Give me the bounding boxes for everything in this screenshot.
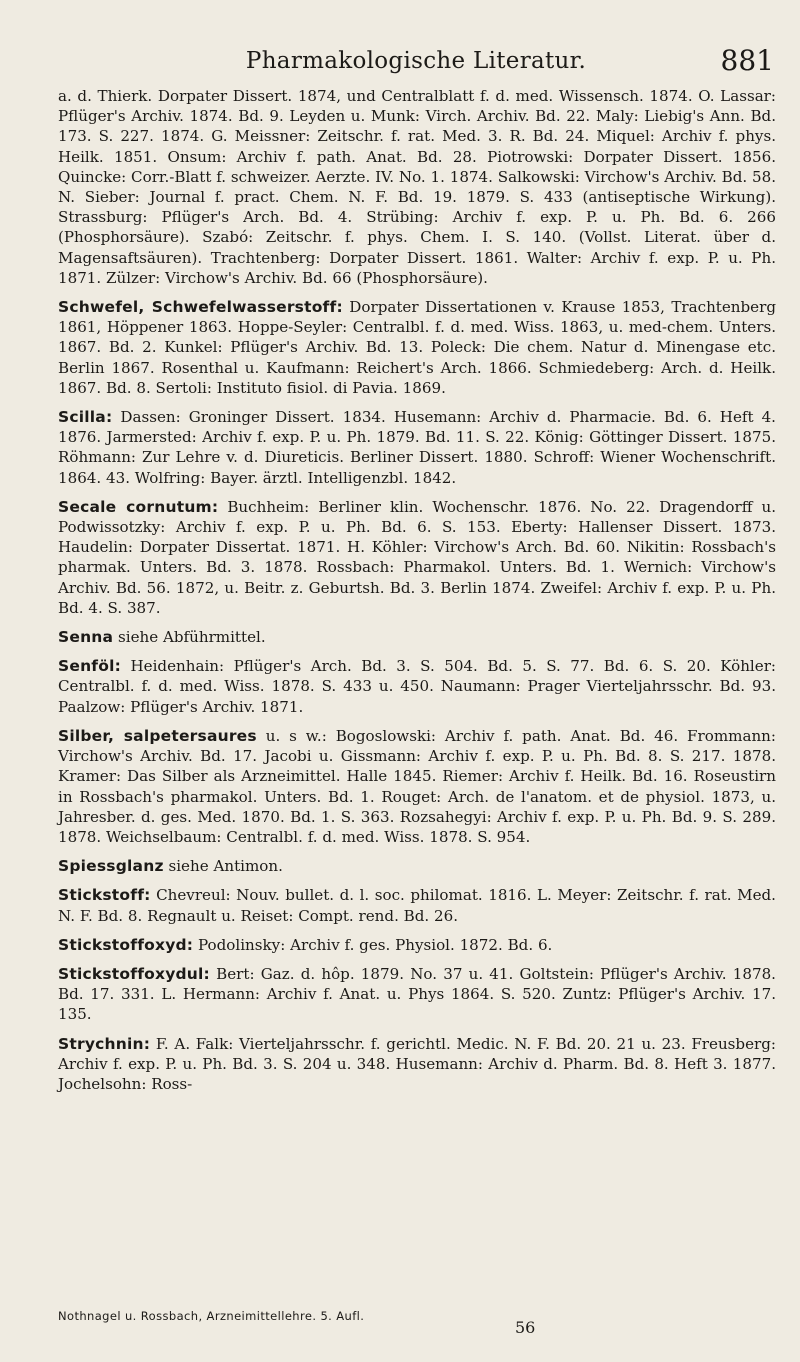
entry-scilla	[58, 407, 776, 488]
entry-text: siehe Antimon.	[168, 857, 283, 876]
entry-heading: Stickstoffoxyd:	[58, 935, 194, 954]
entry-heading: Senföl:	[58, 657, 122, 676]
entry-schwefel	[58, 297, 776, 398]
entry-text: a. d. Thierk. Dorpater Dissert. 1874, und Centralblatt f. d. med. Wissensch. 1874. O. Lassar: Pflüger's Archiv. 1874. Bd. 9. Leyden u. Munk: Virch. Archiv. Bd. 22. Maly: Liebig's Ann. Bd. 173. S. 227. 1874. G. Meissner: Zeitschr. f. rat. Med. 3. R. Bd. 24. Miquel: Archiv f. phys. Heilk. 1851. Onsum: Archiv f. path. Anat. Bd. 28. Piotrowski: Dorpater Dissert. 1856. Quincke: Corr.-Blatt f. schweizer. Aerzte. IV. No. 1. 1874. Salkowski: Virchow's Archiv. Bd. 58. N. Sieber: Journal f. pract. Chem. N. F. Bd. 19. 1879. S. 433 (antiseptische Wirkung). Strassburg: Pflüger's Arch. Bd. 4. Strübing: Archiv f. exp. P. u. Ph. Bd. 6. 266 (Phosphorsäure). Szabó: Zeitschr. f. phys. Chem. I. S. 140. (Vollst. Literat. über d. Magensaftsäuren). Trachtenberg: Dorpater Dissert. 1861. Walter: Archiv f. exp. P. u. Ph. 1871. Zülzer: Virchow's Archiv. Bd. 66 (Phosphorsäure).	[58, 87, 777, 287]
signature-mark: 56	[515, 1318, 536, 1337]
entry-heading: Strychnin:	[58, 1034, 151, 1053]
running-head	[58, 44, 774, 80]
entry-text: Dassen: Groninger Dissert. 1834. Husemann: Archiv d. Pharmacie. Bd. 6. Heft 4. 1876. Jarmersted: Archiv f. exp. P. u. Ph. 1879. Bd. 11. S. 22. König: Göttinger Dissert. 1875. Röhmann: Zur Lehre v. d. Diureticis. Berliner Dissert. 1880. Schroff: Wiener Wochenschrift. 1864. 43. Wolfring: Bayer. ärztl. Intelligenzbl. 1842.	[58, 408, 776, 487]
entry-strychnin	[58, 1034, 776, 1095]
entry-heading: Senna	[58, 628, 114, 647]
entry-text: Bert: Gaz. d. hôp. 1879. No. 37 u. 41. Goltstein: Pflüger's Archiv. 1878. Bd. 17. 331. L. Hermann: Archiv f. Anat. u. Phys 1864. S. 520. Zuntz: Pflüger's Archiv. 17. 135.	[58, 964, 776, 1024]
entry-heading: Scilla:	[58, 408, 113, 427]
entry-silber	[58, 726, 776, 847]
entry-senna	[58, 627, 776, 647]
entry-text: Buchheim: Berliner klin. Wochenschr. 1876. No. 22. Dragendorff u. Podwissotzky: Archiv f. exp. P. u. Ph. Bd. 6. S. 153. Eberty: Hallenser Dissert. 1873. Haudelin: Dorpater Dissertat. 1871. H. Köhler: Virchow's Arch. Bd. 60. Nikitin: Rossbach's pharmak. Unters. Bd. 3. 1878. Rossbach: Pharmakol. Unters. Bd. 1. Wernich: Virchow's Archiv. Bd. 56. 1872, u. Beitr. z. Geburtsh. Bd. 3. Berlin 1874. Zweifel: Archiv f. exp. P. u. Ph. Bd. 4. S. 387.	[58, 497, 776, 617]
entry-heading: Stickstoff:	[58, 886, 151, 905]
entry-text: Podolinsky: Archiv f. ges. Physiol. 1872. Bd. 6.	[198, 935, 553, 954]
entry-text: Chevreul: Nouv. bullet. d. l. soc. philomat. 1816. L. Meyer: Zeitschr. f. rat. Med. N. F. Bd. 8. Regnault u. Reiset: Compt. rend. Bd. 26.	[58, 886, 776, 925]
entry-text: Heidenhain: Pflüger's Arch. Bd. 3. S. 504. Bd. 5. S. 77. Bd. 6. S. 20. Köhler: Centralbl. f. d. med. Wiss. 1878. S. 433 u. 450. Naumann: Prager Vierteljahrsschr. Bd. 93. Paalzow: Pflüger's Archiv. 1871.	[58, 657, 776, 716]
entry-heading: Stickstoffoxydul:	[58, 964, 210, 983]
entry-heading: Spiessglanz	[58, 857, 164, 876]
entry-text: Dorpater Dissertationen v. Krause 1853, Trachtenberg 1861, Höppener 1863. Hoppe-Seyler: Centralbl. f. d. med. Wiss. 1863, u. med-chem. Unters. 1867. Bd. 2. Kunkel: Pflüger's Archiv. Bd. 13. Poleck: Die chem. Natur d. Minengase etc. Berlin 1867. Rosenthal u. Kaufmann: Reichert's Arch. 1866. Schmiedeberg: Arch. d. Heilk. 1867. Bd. 8. Sertoli: Instituto fisiol. di Pavia. 1869.	[58, 298, 776, 397]
running-title: Pharmakologische Literatur.	[245, 48, 587, 74]
bibliography-text	[58, 86, 776, 1103]
entry-heading: Secale cornutum:	[58, 497, 219, 516]
footer-imprint: Nothnagel u. Rossbach, Arzneimittellehre. 5. Aufl.	[58, 1309, 365, 1323]
entry-senfoel	[58, 656, 776, 717]
entry-text: siehe Abführmittel.	[118, 628, 266, 647]
page-number: 881	[720, 44, 774, 77]
page-footer	[58, 1309, 776, 1337]
entry-text: F. A. Falk: Vierteljahrsschr. f. gerichtl. Medic. N. F. Bd. 20. 21 u. 23. Freusberg: Archiv f. exp. P. u. Ph. Bd. 3. S. 204 u. 348. Husemann: Archiv d. Pharm. Bd. 8. Heft 3. 1877. Jochelsohn: Ross-	[58, 1034, 776, 1093]
entry-stickstoffoxydul	[58, 964, 776, 1025]
entry-continuation	[58, 86, 776, 288]
entry-spiessglanz	[58, 856, 776, 876]
entry-heading: Schwefel, Schwefelwasserstoff:	[58, 298, 343, 317]
entry-secale-cornutum	[58, 497, 776, 618]
entry-heading: Silber, salpetersaures	[58, 726, 257, 745]
entry-text: u. s w.: Bogoslowski: Archiv f. path. Anat. Bd. 46. Frommann: Virchow's Archiv. Bd. 17. Jacobi u. Gissmann: Archiv f. exp. P. u. Ph. Bd. 8. S. 217. 1878. Kramer: Das Silber als Arzneimittel. Halle 1845. Riemer: Archiv f. Heilk. Bd. 16. Roseustirn in Rossbach's pharmakol. Unters. Bd. 1. Rouget: Arch. de l'anatom. et de physiol. 1873, u. Jahresber. d. ges. Med. 1870. Bd. 1. S. 363. Rozsahegyi: Archiv f. exp. P. u. Ph. Bd. 9. S. 289. 1878. Weichselbaum: Centralbl. f. d. med. Wiss. 1878. S. 954.	[58, 726, 776, 846]
entry-stickstoffoxyd	[58, 935, 776, 955]
entry-stickstoff	[58, 885, 776, 925]
